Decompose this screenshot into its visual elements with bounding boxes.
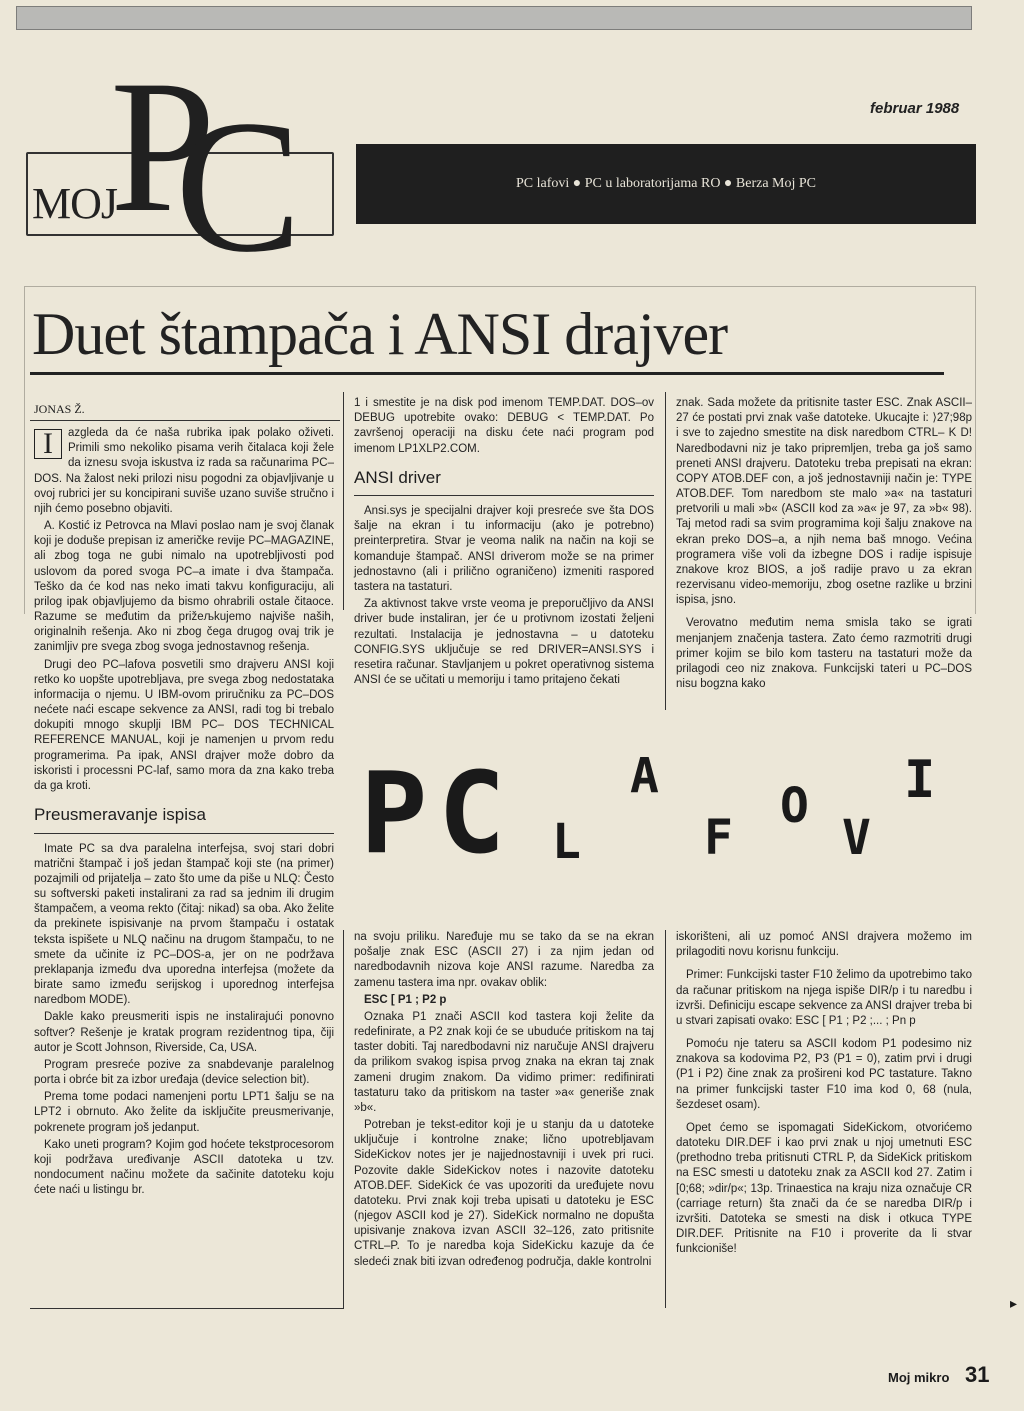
banner-letter-v: V bbox=[842, 810, 871, 866]
column-divider bbox=[343, 392, 344, 610]
drop-cap: I bbox=[34, 429, 62, 459]
code-line: ESC [ P1 ; P2 p bbox=[364, 993, 447, 1006]
paragraph: Pomoću nje tateru sa ASCII kodom P1 podesimo niz znakova sa kodovima P2, P3 (P1 = 0), zatim prvi i drugi (P1 i P2) čine znak za prošireni kod PC tastature. Takno na primer funkcijski taster F10 ima kod 0, 68 (nula, šezdeset osam). bbox=[676, 1038, 972, 1111]
paragraph: Potreban je tekst-editor koji je u stanju da u datoteke uključuje i kontrolne znake; lično upotrebljavam SideKickov notes jer je najjednostavniji i uvek pri ruci. Pozovite dakle SideKickov notes i nazovite datoteku ATOB.DEF. SideKick će vas upozoriti da uređujete novu datoteku. Prvi znak koji treba upisati u datoteku je ESC (njegov ASCII kod je 27). SideKick normalno ne dopušta upisivanje znakova izvan ASCII 32–126, zato pritisnite CTRL–P. To je naredba koja SideKicku kazuje da će sledeći znak biti izvan određenog područja, dakle kontrolni bbox=[354, 1119, 654, 1268]
paragraph: Imate PC sa dva paralelna interfejsa, svoj stari dobri matrični štampač i još jedan štampač koji ste (na primer) pozajmili od prijatelja – zato što ume da piše u NLQ: Često su softverski paketi instalirani za rad sa jednim ili drugim štampačem, a veoma rekto (čitaj: nikad) sa oba. Ako želite da prekinete ispisivanje na prvom štampaču i ostatak teksta ispišete u NLQ načinu na drugom štampaču, to ne smete da učinite iz PC–DOS-a, jer on ne podržava preklapanja između dva uporedna interfejsa (možete da birate samo između serijskog i uporednog interfejsa naredbom MODE). bbox=[34, 842, 334, 1007]
paragraph: znak. Sada možete da pritisnite taster ESC. Znak ASCII–27 će postati prvi znak vaše datoteke. Ukucajte i: ⟩27;98p i sve to zajedno smestite na disk naredbom CTRL– K D! Naredbodavni niz je tako pripremljen, treba ga još samo preneti ANSI drajveru. Datoteku treba prepisati na ekran: COPY ATOB.DEF con, a još jednostavniji način je: TYPE ATOB.DEF. Tom naredbom ste malo »a« na tastaturi pretvorili u mali »b« (ASCII kod za »a« je 97, za »b« 98). Taj metod radi sa svim programima koji šalju znakove na ekran preko DOS–a, a njih nema baš mnogo. Većina programera više voli da izbegne DOS i radije ispisuje znakove kroz BIOS, a još radije pravo u za ekran rezervisanu video-memoriju, zbog osetne razlike u brzini ispisa, jsno. bbox=[676, 397, 972, 607]
logo-moj: MOJ bbox=[32, 179, 118, 228]
column-2-top bbox=[354, 396, 654, 690]
paragraph: Dakle kako preusmeriti ispis ne instalirajući ponovno softver? Rešenje je kratak program rezidentnog tipa, čiji autor je Scott Johnson, Riverside, Ca, USA. bbox=[34, 1011, 334, 1054]
column-divider bbox=[665, 930, 666, 1308]
paragraph: Kako uneti program? Kojim god hoćete tekstprocesorom koji podržava uređivanje ASCII datoteka u tzv. nondocument načinu možete da sačinite datoteku koju ćete naći u listingu br. bbox=[34, 1138, 334, 1197]
continue-arrow-icon: ▸ bbox=[1010, 1295, 1018, 1311]
paragraph: A. Kostić iz Petrovca na Mlavi poslao nam je svoj članak koji je doduše prepisan iz američke revije PC–MAGAZINE, ali zbog toga ne gubi nimalo na upotrebljivosti pod uslovom da pored svoga PC–a imate i dva štampača. Teško da će kod nas neko imati takvu konfiguraciju, ali prilog ipak objavljujemo da bismo ohrabrili ostale čitaoce. Razume se međutim da prižeљkujemo najviše naših, originalnih rešenja. Ako ni zbog čega drugog ovaj trik je zanimljiv pre svega zbog svoga jednostavnog rešenja. bbox=[34, 520, 334, 654]
title-rule bbox=[30, 372, 944, 375]
paragraph: na svoju priliku. Naređuje mu se tako da se na ekran pošalje znak ESC (ASCII 27) i za njim jedan od naredbodavnih nizova koje ANSI razume. Naredba za zamenu tastera ima npr. ovakav oblik: bbox=[354, 931, 654, 989]
magazine-name: Moj mikro bbox=[888, 1370, 950, 1385]
subheading-rule bbox=[34, 833, 334, 834]
banner-letter-i: I bbox=[904, 750, 936, 810]
paragraph: Prema tome podaci namenjeni portu LPT1 šalju se na LPT2 i obrnuto. Ako želite da isključite preusmerivanje, pokrenete program još jedanput. bbox=[34, 1091, 334, 1134]
author-rule bbox=[30, 420, 340, 421]
logo-letter-p: P bbox=[110, 42, 186, 252]
banner-letter-p: P bbox=[360, 749, 428, 879]
intro-paragraph: azgleda da će naša rubrika ipak polako oživeti. Primili smo nekoliko pisama verih čitalaca koji žele da iznesu svoja iskustva iz rada sa računarima PC–DOS. Na žalost neki prilozi nisu pogodni za objavljivanje u ovoj rubrici jer su koncipirani suviše uzano suviše stručno i njih ćemo posebno objaviti. bbox=[34, 427, 334, 515]
author-byline: JONAS Ž. bbox=[34, 402, 85, 416]
subheading-rule bbox=[354, 495, 654, 496]
banner-letter-c: C bbox=[438, 749, 506, 879]
paragraph: 1 i smestite je na disk pod imenom TEMP.DAT. DOS–ov DEBUG upotrebite ovako: DEBUG < TEMP.DAT. Po završenoj operaciji na disku ćete naći program pod imenom LP1XLP2.COM. bbox=[354, 397, 654, 455]
issue-date: februar 1988 bbox=[870, 100, 960, 117]
column-divider bbox=[665, 392, 666, 710]
paragraph: Primer: Funkcijski taster F10 želimo da upotrebimo tako da računar pritiskom na njega ispiše DIR/p i tu naredbu i izvrši. Definiciju escape sekvence za ANSI drajver treba bi u stvari zapisati ovako: ESC [ P1 ; P2 ;... ; Pn p bbox=[676, 969, 972, 1027]
banner-letter-o: O bbox=[780, 778, 809, 834]
paragraph: Drugi deo PC–lafova posvetili smo drajveru ANSI koji retko ko uopšte upotrebljava, pre svega zbog nedostataka informacija o njemu. U IBM-ovom priručniku za PC–DOS nećete naći escape sekvence za ANSI, radi tog bi trebalo dokupiti mnogo skuplji IBM PC– DOS TECHNICAL REFERENCE MANUAL, koji je namenjen u prvom redu programerima. Pa ipak, ANSI drajver može dobro da iskoristi i processni PC-laf, samo mora da zna kako treba da ga kroti. bbox=[34, 658, 334, 792]
column-1-bottom-rule bbox=[30, 1308, 344, 1309]
pc-lafovi-banner bbox=[352, 744, 972, 894]
logo-letter-c: C bbox=[175, 82, 302, 292]
column-2-bottom bbox=[354, 930, 654, 1272]
page-number: 31 bbox=[965, 1362, 990, 1387]
subheading-ansi-driver: ANSI driver bbox=[354, 467, 441, 487]
paragraph: Opet ćemo se ispomagati SideKickom, otvorićemo datoteku DIR.DEF i kao prvi znak u njoj umetnuti ESC (prethodno treba pritisnuti CTRL P, da SideKick pritiskom na ESC smesti u datoteku znak za ASCII kod 27. Zatim i [0;68; »dir/p«; 13p. Trinaestica na kraju niza označuje CR (carriage return) šta znači da će se naredba DIR/p i izvršiti. Datoteka se smesti na disk i otkuca TYPE DIR.DEF. Pritisnite na F10 i proverite da li stvar funkcioniše! bbox=[676, 1121, 972, 1256]
column-3-bottom bbox=[676, 930, 972, 1259]
paragraph: Program presreće pozive za snabdevanje paralelnog porta i obrće bit za izbor uređaja (device selection bit). bbox=[34, 1058, 334, 1087]
banner-letter-a: A bbox=[630, 748, 659, 804]
article-title: Duet štampača i ANSI drajver bbox=[32, 301, 728, 367]
paragraph: iskorišteni, ali uz pomoć ANSI drajvera možemo im prilagoditi novu korisnu funkciju. bbox=[676, 931, 972, 959]
column-1 bbox=[34, 426, 334, 1201]
paragraph: Oznaka P1 znači ASCII kod tastera koji želite da redefinirate, a P2 znak koji će se ubuduće pritiskom na taj taster dobiti. Taj naredbodavni niz naručuje ANSI drajveru da prilikom svakog ispisa prvog znaka na ekran taj znak zameni drugim znakom. Da vidimo primer: redifinirati tastaturu tako da pritiskom na taster »a« generiše znak »b«. bbox=[354, 1010, 654, 1114]
column-divider bbox=[343, 930, 344, 1308]
top-gray-bar bbox=[16, 6, 972, 30]
paragraph: Za aktivnost takve vrste veoma je preporučljivo da ANSI driver bude instaliran, jer će u protivnom izostati željeni rezultati. Instalacija je jednostavna – u datoteku CONFIG.SYS uključuje se red DRIVER=ANSI.SYS i resetira računar. Stavljanjem u pokret operativnog sistema ANSI će se učitati u memoriju i tamo pritajeno čekati bbox=[354, 598, 654, 687]
subheading-preusmeravanje: Preusmeravanje ispisa bbox=[34, 805, 206, 825]
banner-letter-f: F bbox=[704, 810, 733, 866]
paragraph: Ansi.sys je specijalni drajver koji presreće sve šta DOS šalje na ekran i tu informaciju (ako je potrebno) preinterpretira. Stvar je veoma nalik na način na koji se komanduje štampač. ANSI driverom može se na primer jednostavno (ali i prilično ograničeno) izmeniti raspored tastera na tastaturi. bbox=[354, 505, 654, 593]
section-header-bar bbox=[356, 144, 976, 224]
banner-letter-l: L bbox=[552, 814, 581, 870]
section-nav-text: PC lafovi ● PC u laboratoriјama RO ● Berza Moj PC bbox=[516, 176, 816, 191]
column-3-top bbox=[676, 396, 972, 694]
paragraph: Verovatno međutim nema smisla tako se igrati menjanjem značenja tastera. Zato ćemo razmotriti drugi primer kojim se bilo kom tasteru na tastaturi može da prilagodi ceo niz znakova. Funkcijski tateri u PC–DOS nisu bogzna kako bbox=[676, 617, 972, 691]
